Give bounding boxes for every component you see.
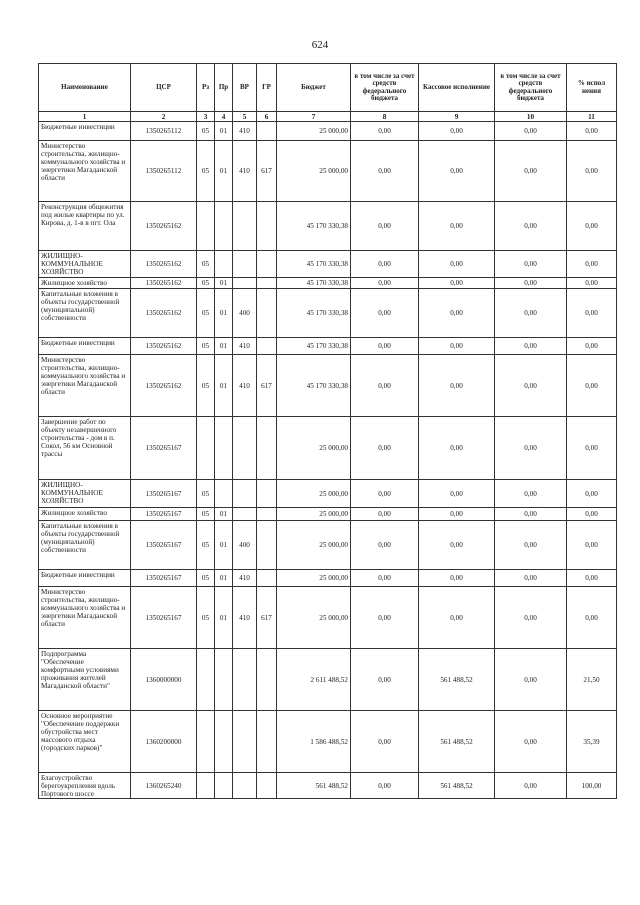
row-csr: 1350265167	[131, 570, 197, 587]
row-rz: 05	[197, 122, 215, 141]
column-number: 9	[419, 112, 495, 122]
row-federal: 0,00	[351, 570, 419, 587]
row-cash-execution: 0,00	[419, 355, 495, 417]
row-percent: 0,00	[567, 521, 617, 570]
row-cash-execution: 0,00	[419, 417, 495, 480]
row-federal-cash: 0,00	[495, 289, 567, 338]
row-csr: 1350265162	[131, 355, 197, 417]
row-pr	[215, 773, 233, 799]
row-csr: 1350265167	[131, 521, 197, 570]
header-budget: Бюджет	[277, 64, 351, 112]
row-vr: 400	[233, 521, 257, 570]
row-name: ЖИЛИЩНО-КОММУНАЛЬНОЕ ХОЗЯЙСТВО	[39, 480, 131, 508]
row-gr	[257, 649, 277, 711]
column-number: 2	[131, 112, 197, 122]
row-budget: 45 170 330,38	[277, 202, 351, 251]
row-gr	[257, 202, 277, 251]
row-gr: 617	[257, 587, 277, 649]
row-gr	[257, 289, 277, 338]
row-budget: 45 170 330,38	[277, 338, 351, 355]
row-federal: 0,00	[351, 122, 419, 141]
row-rz	[197, 711, 215, 773]
row-percent: 0,00	[567, 508, 617, 521]
row-pr: 01	[215, 289, 233, 338]
row-vr	[233, 278, 257, 289]
row-federal: 0,00	[351, 711, 419, 773]
row-budget: 25 000,00	[277, 521, 351, 570]
row-federal: 0,00	[351, 521, 419, 570]
row-pr	[215, 251, 233, 278]
row-csr: 1350265112	[131, 141, 197, 202]
row-name: Бюджетные инвестиции	[39, 570, 131, 587]
row-budget: 45 170 330,38	[277, 289, 351, 338]
row-federal: 0,00	[351, 278, 419, 289]
row-cash-execution: 0,00	[419, 122, 495, 141]
table-row	[39, 141, 617, 202]
table-row	[39, 480, 617, 508]
row-csr: 1350265162	[131, 202, 197, 251]
row-name: Реконструкция общежития под жилые квартиры по ул. Кирова, д. 1-в в пгт. Ола	[39, 202, 131, 251]
row-pr	[215, 417, 233, 480]
row-federal: 0,00	[351, 773, 419, 799]
row-vr: 400	[233, 289, 257, 338]
column-number: 11	[567, 112, 617, 122]
row-rz	[197, 649, 215, 711]
row-percent: 0,00	[567, 289, 617, 338]
row-federal-cash: 0,00	[495, 480, 567, 508]
table-row	[39, 355, 617, 417]
row-name: Завершение работ по объекту незавершенного строительства - дом в п. Сокол, 56 км Основной трассы	[39, 417, 131, 480]
row-federal: 0,00	[351, 141, 419, 202]
row-federal: 0,00	[351, 289, 419, 338]
row-csr: 1350265162	[131, 278, 197, 289]
row-vr: 410	[233, 587, 257, 649]
row-federal-cash: 0,00	[495, 773, 567, 799]
row-percent: 0,00	[567, 278, 617, 289]
row-percent: 0,00	[567, 338, 617, 355]
row-federal: 0,00	[351, 587, 419, 649]
row-csr: 1350265167	[131, 508, 197, 521]
row-name: Министерство строительства, жилищно-коммунального хозяйства и энергетики Магаданской области	[39, 587, 131, 649]
table-row	[39, 587, 617, 649]
table-row	[39, 773, 617, 799]
row-budget: 25 000,00	[277, 122, 351, 141]
row-federal-cash: 0,00	[495, 278, 567, 289]
row-cash-execution: 0,00	[419, 338, 495, 355]
row-cash-execution: 0,00	[419, 278, 495, 289]
row-budget: 25 000,00	[277, 570, 351, 587]
table-row	[39, 289, 617, 338]
row-federal-cash: 0,00	[495, 587, 567, 649]
row-name: Министерство строительства, жилищно-коммунального хозяйства и энергетики Магаданской области	[39, 141, 131, 202]
row-rz: 05	[197, 141, 215, 202]
row-cash-execution: 561 488,52	[419, 711, 495, 773]
row-federal: 0,00	[351, 251, 419, 278]
header-vr: ВР	[233, 64, 257, 112]
row-csr: 1360000000	[131, 649, 197, 711]
row-federal-cash: 0,00	[495, 570, 567, 587]
row-gr: 617	[257, 141, 277, 202]
row-name: Бюджетные инвестиции	[39, 122, 131, 141]
row-cash-execution: 0,00	[419, 521, 495, 570]
row-name: ЖИЛИЩНО-КОММУНАЛЬНОЕ ХОЗЯЙСТВО	[39, 251, 131, 278]
header-federal-cash: в том числе за счет средств федерального бюджета	[495, 64, 567, 112]
row-pr	[215, 711, 233, 773]
row-pr: 01	[215, 278, 233, 289]
column-number: 1	[39, 112, 131, 122]
row-budget: 25 000,00	[277, 587, 351, 649]
row-federal-cash: 0,00	[495, 355, 567, 417]
row-federal-cash: 0,00	[495, 417, 567, 480]
row-csr: 1360200000	[131, 711, 197, 773]
row-federal-cash: 0,00	[495, 711, 567, 773]
row-cash-execution: 0,00	[419, 251, 495, 278]
row-federal: 0,00	[351, 508, 419, 521]
table-row	[39, 251, 617, 278]
row-federal-cash: 0,00	[495, 141, 567, 202]
table-row	[39, 649, 617, 711]
row-pr: 01	[215, 122, 233, 141]
row-gr	[257, 711, 277, 773]
row-vr: 410	[233, 338, 257, 355]
row-gr	[257, 508, 277, 521]
column-number: 8	[351, 112, 419, 122]
row-cash-execution: 0,00	[419, 289, 495, 338]
row-rz: 05	[197, 521, 215, 570]
table-row	[39, 711, 617, 773]
row-percent: 0,00	[567, 122, 617, 141]
column-number: 10	[495, 112, 567, 122]
row-gr	[257, 251, 277, 278]
row-name: Жилищное хозяйство	[39, 508, 131, 521]
header-csr: ЦСР	[131, 64, 197, 112]
row-pr: 01	[215, 521, 233, 570]
row-name: Бюджетные инвестиции	[39, 338, 131, 355]
row-percent: 0,00	[567, 355, 617, 417]
row-vr: 410	[233, 141, 257, 202]
row-budget: 2 611 488,52	[277, 649, 351, 711]
row-cash-execution: 0,00	[419, 202, 495, 251]
row-budget: 45 170 330,38	[277, 355, 351, 417]
row-budget: 561 488,52	[277, 773, 351, 799]
row-pr: 01	[215, 570, 233, 587]
row-federal-cash: 0,00	[495, 122, 567, 141]
row-budget: 45 170 330,38	[277, 251, 351, 278]
row-cash-execution: 561 488,52	[419, 649, 495, 711]
page-number: 624	[311, 39, 329, 51]
row-csr: 1350265112	[131, 122, 197, 141]
row-pr: 01	[215, 587, 233, 649]
row-percent: 0,00	[567, 251, 617, 278]
row-rz: 05	[197, 587, 215, 649]
row-rz: 05	[197, 338, 215, 355]
table-row	[39, 278, 617, 289]
row-federal-cash: 0,00	[495, 338, 567, 355]
row-rz: 05	[197, 480, 215, 508]
row-vr: 410	[233, 355, 257, 417]
row-percent: 100,00	[567, 773, 617, 799]
row-budget: 45 170 330,38	[277, 278, 351, 289]
row-gr	[257, 521, 277, 570]
row-gr	[257, 417, 277, 480]
row-gr: 617	[257, 355, 277, 417]
row-name: Благоустройство берегоукрепления вдоль Портового шоссе	[39, 773, 131, 799]
row-gr	[257, 570, 277, 587]
row-percent: 0,00	[567, 202, 617, 251]
row-pr	[215, 202, 233, 251]
row-federal-cash: 0,00	[495, 202, 567, 251]
row-csr: 1360265240	[131, 773, 197, 799]
row-budget: 25 000,00	[277, 480, 351, 508]
row-rz	[197, 417, 215, 480]
row-name: Подпрограмма "Обеспечение комфортными условиями проживания жителей Магаданской области"	[39, 649, 131, 711]
row-percent: 0,00	[567, 587, 617, 649]
row-percent: 0,00	[567, 570, 617, 587]
row-rz: 05	[197, 508, 215, 521]
row-csr: 1350265162	[131, 338, 197, 355]
row-name: Капитальные вложения в объекты государственной (муниципальной) собственности	[39, 289, 131, 338]
row-federal-cash: 0,00	[495, 508, 567, 521]
row-vr	[233, 649, 257, 711]
budget-table	[38, 63, 617, 799]
row-cash-execution: 0,00	[419, 141, 495, 202]
row-rz: 05	[197, 355, 215, 417]
row-rz: 05	[197, 289, 215, 338]
row-federal-cash: 0,00	[495, 649, 567, 711]
row-vr: 410	[233, 122, 257, 141]
row-pr	[215, 480, 233, 508]
column-number: 4	[215, 112, 233, 122]
table-row	[39, 521, 617, 570]
row-rz: 05	[197, 278, 215, 289]
row-federal-cash: 0,00	[495, 251, 567, 278]
column-number-row	[39, 112, 617, 122]
row-pr: 01	[215, 355, 233, 417]
row-pr	[215, 649, 233, 711]
row-vr	[233, 508, 257, 521]
row-name: Капитальные вложения в объекты государственной (муниципальной) собственности	[39, 521, 131, 570]
row-name: Основное мероприятие "Обеспечение поддержки обустройства мест массового отдыха (городских парков)"	[39, 711, 131, 773]
header-row	[39, 64, 617, 112]
table-row	[39, 338, 617, 355]
row-vr	[233, 251, 257, 278]
row-vr	[233, 711, 257, 773]
column-number: 3	[197, 112, 215, 122]
row-cash-execution: 0,00	[419, 570, 495, 587]
row-csr: 1350265167	[131, 417, 197, 480]
row-federal: 0,00	[351, 338, 419, 355]
row-percent: 0,00	[567, 141, 617, 202]
table-row	[39, 508, 617, 521]
row-budget: 25 000,00	[277, 417, 351, 480]
row-pr: 01	[215, 338, 233, 355]
row-rz: 05	[197, 570, 215, 587]
column-number: 6	[257, 112, 277, 122]
row-csr: 1350265167	[131, 587, 197, 649]
row-gr	[257, 122, 277, 141]
row-percent: 21,50	[567, 649, 617, 711]
row-csr: 1350265167	[131, 480, 197, 508]
row-csr: 1350265162	[131, 289, 197, 338]
row-budget: 25 000,00	[277, 141, 351, 202]
row-gr	[257, 338, 277, 355]
row-gr	[257, 773, 277, 799]
row-budget: 25 000,00	[277, 508, 351, 521]
row-percent: 0,00	[567, 480, 617, 508]
row-vr	[233, 480, 257, 508]
row-percent: 0,00	[567, 417, 617, 480]
table-row	[39, 570, 617, 587]
row-rz	[197, 202, 215, 251]
header-pr: Пр	[215, 64, 233, 112]
row-cash-execution: 0,00	[419, 587, 495, 649]
row-federal: 0,00	[351, 355, 419, 417]
row-federal: 0,00	[351, 480, 419, 508]
row-cash-execution: 561 488,52	[419, 773, 495, 799]
column-number: 5	[233, 112, 257, 122]
row-pr: 01	[215, 508, 233, 521]
row-percent: 35,39	[567, 711, 617, 773]
row-gr	[257, 278, 277, 289]
header-name: Наименование	[39, 64, 131, 112]
header-gr: ГР	[257, 64, 277, 112]
row-csr: 1350265162	[131, 251, 197, 278]
row-rz: 05	[197, 251, 215, 278]
row-vr: 410	[233, 570, 257, 587]
row-name: Министерство строительства, жилищно-коммунального хозяйства и энергетики Магаданской области	[39, 355, 131, 417]
row-pr: 01	[215, 141, 233, 202]
row-vr	[233, 202, 257, 251]
row-vr	[233, 773, 257, 799]
header-percent: % испол нения	[567, 64, 617, 112]
row-budget: 1 586 488,52	[277, 711, 351, 773]
header-federal: в том числе за счет средств федерального бюджета	[351, 64, 419, 112]
row-federal-cash: 0,00	[495, 521, 567, 570]
table-row	[39, 417, 617, 480]
header-cash-execution: Кассовое исполнение	[419, 64, 495, 112]
row-federal: 0,00	[351, 417, 419, 480]
row-name: Жилищное хозяйство	[39, 278, 131, 289]
row-gr	[257, 480, 277, 508]
row-federal: 0,00	[351, 649, 419, 711]
row-federal: 0,00	[351, 202, 419, 251]
table-row	[39, 122, 617, 141]
row-cash-execution: 0,00	[419, 508, 495, 521]
row-vr	[233, 417, 257, 480]
column-number: 7	[277, 112, 351, 122]
header-rz: Рз	[197, 64, 215, 112]
table-row	[39, 202, 617, 251]
row-rz	[197, 773, 215, 799]
row-cash-execution: 0,00	[419, 480, 495, 508]
